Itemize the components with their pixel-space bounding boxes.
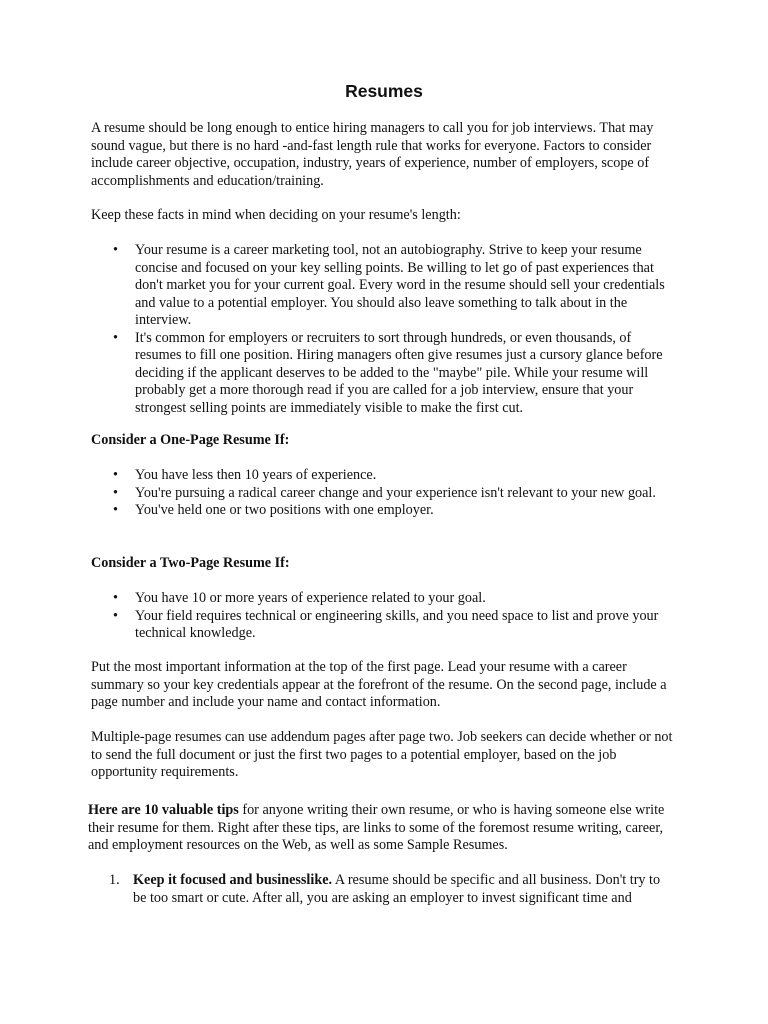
one-page-heading-text: Consider a One-Page Resume If: [91, 432, 290, 448]
one-page-heading [91, 432, 676, 450]
intro-text: A resume should be long enough to entice hiring managers to call you for job interviews. That may sound vague, but there is no hard -and-fast length rule that works for everyone. Factors to consider include career objective, occupation, industry, years of experience, number of employers, scope of accomplishments and education/training. [91, 120, 654, 189]
facts-list [91, 242, 676, 417]
list-item: • Your resume is a career marketing tool, not an autobiography. Strive to keep your resume concise and focused on your key selling points. Be willing to let go of past experiences that don't market you for your current goal. Every word in the resume should sell your credentials and value to a potential employer. You should also leave something to talk about in the interview. [91, 242, 676, 330]
tips-intro-paragraph [88, 802, 678, 855]
multi-page-text: Multiple-page resumes can use addendum pages after page two. Job seekers can decide whether or not to send the full document or just the first two pages to a potential employer, based on the job opportunity requirements. [91, 729, 673, 780]
two-page-list [91, 590, 676, 643]
two-page-heading [91, 555, 676, 573]
page-title: Resumes [345, 81, 423, 101]
tip-text: A resume should be specific and all business. Don't try to be too smart or cute. After all, you are asking an employer to invest significant time and [133, 872, 661, 906]
tips-intro-text [88, 802, 678, 855]
list-item: • You have less then 10 years of experience. [91, 467, 676, 485]
multi-page-paragraph [91, 729, 676, 782]
first-page-text: Put the most important information at the top of the first page. Lead your resume with a career summary so your key credentials appear at the forefront of the resume. On the second page, include a page number and include your name and contact information. [91, 659, 667, 710]
tip-bold-text: Keep it focused and businesslike. [133, 872, 333, 888]
tips-intro-rest: for anyone writing their own resume, or who is having someone else write their resume for them. Right after these tips, are links to some of the foremost resume writing, career, and employment resources on the Web, as well as some Sample Resumes. [88, 802, 665, 853]
intro-paragraph [91, 120, 676, 190]
list-item: • You've held one or two positions with one employer. [91, 502, 676, 520]
tips-intro-bold: Here are 10 valuable tips [88, 802, 239, 818]
list-item [91, 872, 676, 907]
facts-lead-paragraph [91, 207, 676, 225]
first-page-paragraph [91, 659, 676, 712]
list-item: • Your field requires technical or engineering skills, and you need space to list and prove your technical knowledge. [91, 608, 676, 643]
list-item: • It's common for employers or recruiters to sort through hundreds, or even thousands, of resumes to fill one position. Hiring managers often give resumes just a cursory glance before deciding if the applicant deserves to be added to the "maybe" pile. While your resume will probably get a more thorough read if you are called for a job interview, ensure that your strongest selling points are immediately visible to make the first cut. [91, 330, 676, 418]
tip-number: 1. [109, 872, 120, 888]
list-item: • You have 10 or more years of experience related to your goal. [91, 590, 676, 608]
one-page-list [91, 467, 676, 520]
two-page-heading-text: Consider a Two-Page Resume If: [91, 555, 290, 571]
tips-list [91, 872, 676, 907]
facts-lead-text: Keep these facts in mind when deciding on your resume's length: [91, 207, 461, 223]
list-item: • You're pursuing a radical career change and your experience isn't relevant to your new goal. [91, 485, 676, 503]
